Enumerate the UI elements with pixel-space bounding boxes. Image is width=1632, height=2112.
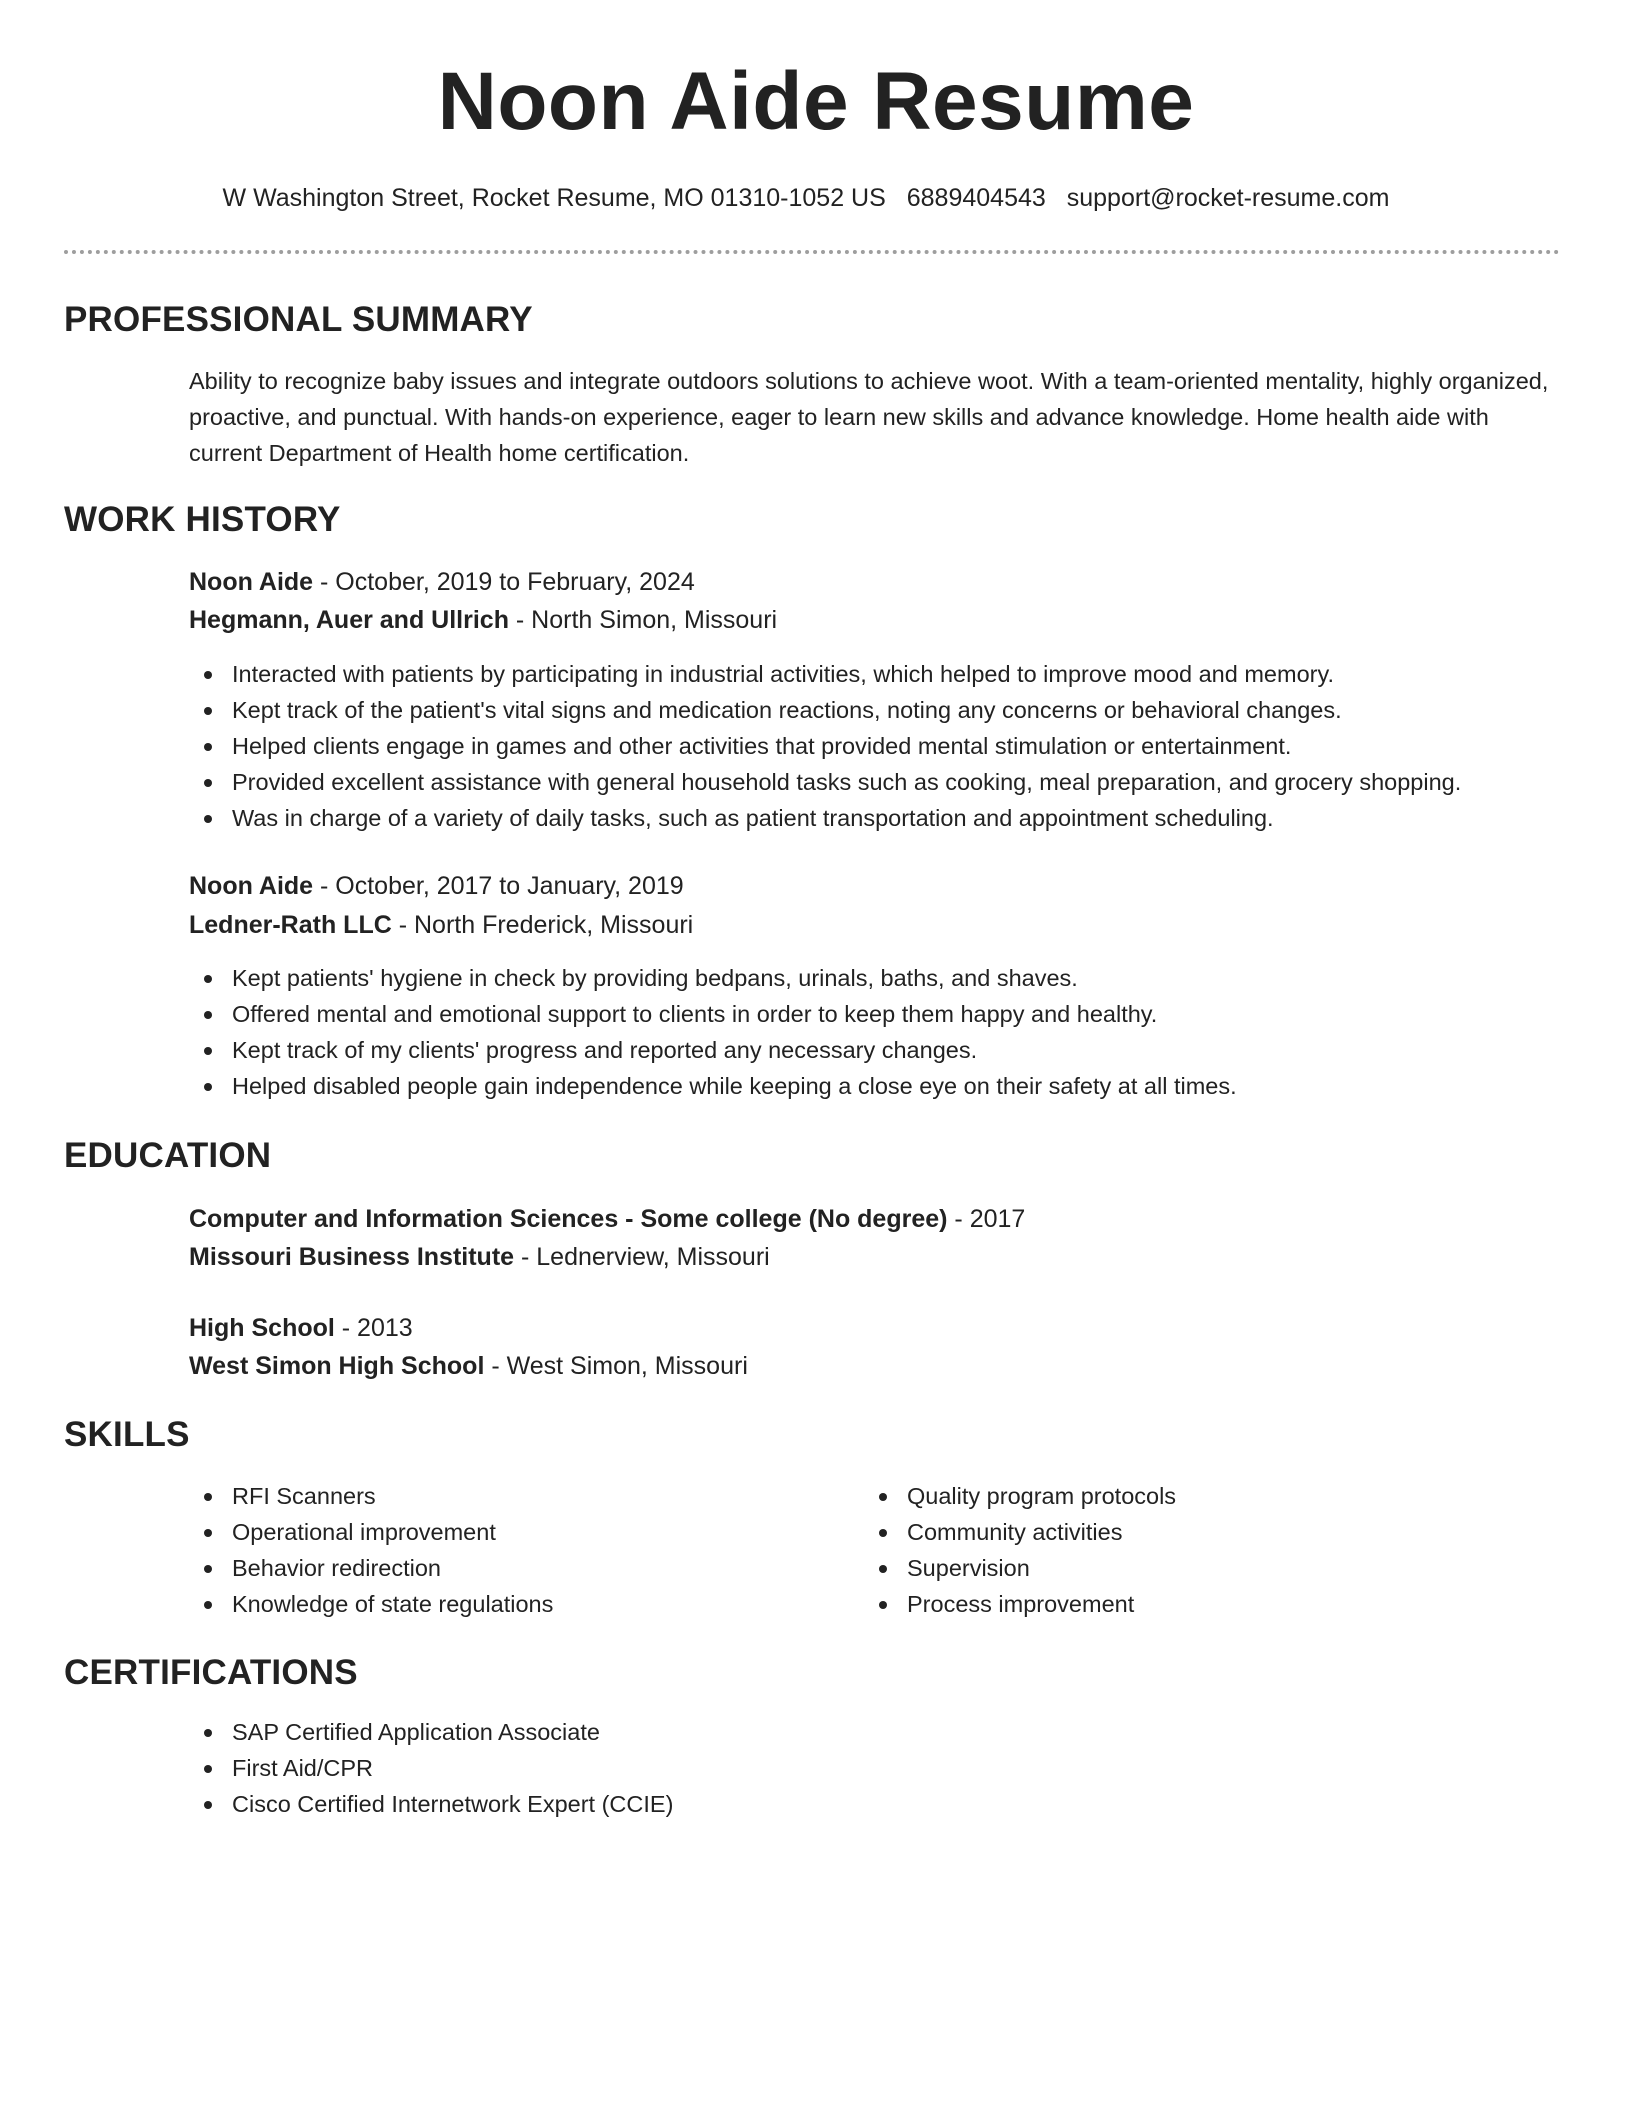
job-location: - North Frederick, Missouri xyxy=(391,911,694,939)
job-duties-list xyxy=(189,656,1569,836)
school-line xyxy=(189,1347,1559,1385)
job-title: Noon Aide xyxy=(189,872,314,900)
degree: High School xyxy=(189,1314,335,1342)
list-item: Kept track of my clients' progress and reported any necessary changes. xyxy=(189,1032,1569,1068)
job-company: Hegmann, Auer and Ullrich xyxy=(189,606,509,634)
degree-line xyxy=(189,1200,1559,1238)
list-item: Was in charge of a variety of daily tasks, such as patient transportation and appointment scheduling. xyxy=(189,800,1569,836)
list-item: Helped clients engage in games and other activities that provided mental stimulation or entertainment. xyxy=(189,728,1569,764)
list-item: RFI Scanners xyxy=(189,1478,829,1514)
list-item: Cisco Certified Internetwork Expert (CCIE) xyxy=(189,1786,1569,1822)
skills-heading: SKILLS xyxy=(64,1415,190,1454)
list-item: Offered mental and emotional support to clients in order to keep them happy and healthy. xyxy=(189,996,1569,1032)
contact-address: W Washington Street, Rocket Resume, MO 01310-1052 US xyxy=(222,184,886,212)
list-item: Interacted with patients by participating in industrial activities, which helped to improve mood and memory. xyxy=(189,656,1569,692)
job-company-line xyxy=(189,906,1559,944)
job-location: - North Simon, Missouri xyxy=(508,606,778,634)
list-item: Quality program protocols xyxy=(864,1478,1504,1514)
job-company-line xyxy=(189,601,1559,639)
list-item: Supervision xyxy=(864,1550,1504,1586)
work-history-heading: WORK HISTORY xyxy=(64,500,341,539)
school-name: West Simon High School xyxy=(189,1352,485,1380)
summary-text: Ability to recognize baby issues and integrate outdoors solutions to achieve woot. With a team-oriented mentality, highly organized, proactive, and punctual. With hands-on experience, eager to learn new skills and advance knowledge. Home health aide with current Department of Health home certification. xyxy=(189,368,1549,466)
school-location: - West Simon, Missouri xyxy=(484,1352,748,1380)
degree-line xyxy=(189,1309,1559,1347)
list-item: Helped disabled people gain independence while keeping a close eye on their safety at all times. xyxy=(189,1068,1569,1104)
school-location: - Lednerview, Missouri xyxy=(514,1243,770,1271)
list-item: Kept patients' hygiene in check by providing bedpans, urinals, baths, and shaves. xyxy=(189,960,1569,996)
skills-list-left xyxy=(189,1478,829,1622)
skills-list-right xyxy=(864,1478,1504,1622)
degree: Computer and Information Sciences - Some college (No degree) xyxy=(189,1205,948,1233)
job-dates: - October, 2019 to February, 2024 xyxy=(313,568,695,596)
list-item: Knowledge of state regulations xyxy=(189,1586,829,1622)
degree-year: - 2017 xyxy=(947,1205,1026,1233)
job-title-line xyxy=(189,563,1559,601)
list-item: SAP Certified Application Associate xyxy=(189,1714,1569,1750)
job-title-line xyxy=(189,867,1559,905)
education-heading: EDUCATION xyxy=(64,1136,272,1175)
job-dates: - October, 2017 to January, 2019 xyxy=(313,872,684,900)
school-line xyxy=(189,1238,1559,1276)
contact-phone: 6889404543 xyxy=(906,184,1046,212)
list-item: Process improvement xyxy=(864,1586,1504,1622)
contact-line xyxy=(0,180,1632,216)
certifications-list xyxy=(189,1714,1569,1822)
job-company: Ledner-Rath LLC xyxy=(189,911,392,939)
list-item: First Aid/CPR xyxy=(189,1750,1569,1786)
list-item: Behavior redirection xyxy=(189,1550,829,1586)
summary-heading: PROFESSIONAL SUMMARY xyxy=(64,300,533,339)
header-divider xyxy=(64,250,1560,254)
certifications-heading: CERTIFICATIONS xyxy=(64,1653,358,1692)
list-item: Community activities xyxy=(864,1514,1504,1550)
degree-year: - 2013 xyxy=(334,1314,413,1342)
job-duties-list xyxy=(189,960,1569,1104)
list-item: Provided excellent assistance with general household tasks such as cooking, meal preparation, and grocery shopping. xyxy=(189,764,1569,800)
school-name: Missouri Business Institute xyxy=(189,1243,515,1271)
list-item: Kept track of the patient's vital signs and medication reactions, noting any concerns or behavioral changes. xyxy=(189,692,1569,728)
job-title: Noon Aide xyxy=(189,568,314,596)
list-item: Operational improvement xyxy=(189,1514,829,1550)
resume-name: Noon Aide Resume xyxy=(437,56,1195,147)
contact-email: support@rocket-resume.com xyxy=(1066,184,1390,212)
